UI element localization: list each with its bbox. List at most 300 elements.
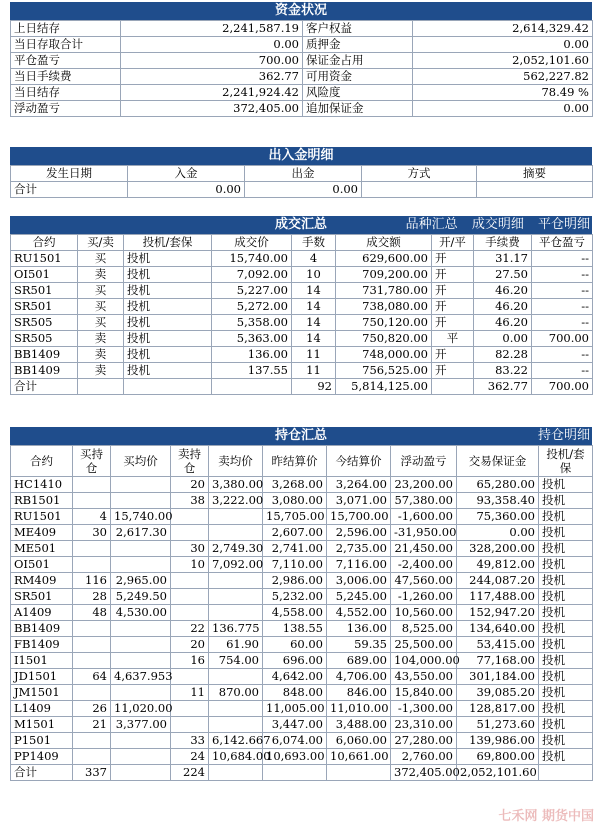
- position-cell: -2,400.00: [391, 557, 457, 573]
- funds-label: 可用资金: [303, 69, 413, 85]
- trade-cell: 82.28: [474, 347, 532, 363]
- position-cell: [111, 493, 171, 509]
- position-cell: [209, 525, 263, 541]
- position-cell: 11,010.00: [327, 701, 391, 717]
- position-cell: 3,447.00: [263, 717, 327, 733]
- position-cell: 4,642.00: [263, 669, 327, 685]
- funds-value: 2,052,101.60: [413, 53, 593, 69]
- position-cell-empty: [263, 765, 327, 781]
- trade-row: [11, 267, 593, 283]
- trade-cell: 46.20: [474, 315, 532, 331]
- position-row: [11, 541, 593, 557]
- trades-links: [396, 216, 590, 234]
- positions-title-bar: [10, 427, 592, 445]
- position-cell: 28: [73, 589, 111, 605]
- position-cell: 投机: [539, 541, 593, 557]
- position-cell-empty: [111, 765, 171, 781]
- position-cell: 51,273.60: [457, 717, 539, 733]
- position-cell: [209, 589, 263, 605]
- position-cell: 48: [73, 605, 111, 621]
- transfers-total-label: 合计: [11, 182, 128, 198]
- trade-cell: 7,092.00: [212, 267, 292, 283]
- positions-header-cell: 卖持仓: [171, 446, 209, 477]
- transfers-header-cell: 方式: [362, 166, 477, 182]
- position-cell: 3,488.00: [327, 717, 391, 733]
- trade-cell: 738,080.00: [336, 299, 432, 315]
- transfers-header-cell: 出金: [245, 166, 362, 182]
- position-cell: 3,380.00: [209, 477, 263, 493]
- positions-total-pnl: 372,405.00: [391, 765, 457, 781]
- trade-cell: SR501: [11, 283, 78, 299]
- position-cell: 7,092.00: [209, 557, 263, 573]
- position-cell: 16: [171, 653, 209, 669]
- funds-value: 372,405.00: [121, 101, 303, 117]
- trade-cell: --: [532, 299, 593, 315]
- trade-cell: 31.17: [474, 251, 532, 267]
- position-cell: 11,020.00: [111, 701, 171, 717]
- positions-header-cell: 投机/套保: [539, 446, 593, 477]
- position-cell: [73, 733, 111, 749]
- trade-cell: 700.00: [532, 331, 593, 347]
- position-cell: PP1409: [11, 749, 73, 765]
- positions-total-buy: 337: [73, 765, 111, 781]
- positions-header-cell: 买均价: [111, 446, 171, 477]
- trade-cell-empty: [78, 379, 124, 395]
- funds-label: 浮动盈亏: [11, 101, 121, 117]
- position-cell: 128,817.00: [457, 701, 539, 717]
- position-cell: 22: [171, 621, 209, 637]
- position-cell: 15,700.00: [327, 509, 391, 525]
- position-cell: 139,986.00: [457, 733, 539, 749]
- position-row: [11, 573, 593, 589]
- trades-header-cell: 开/平: [432, 235, 474, 251]
- transfers-section: [10, 147, 592, 198]
- position-cell: 26: [73, 701, 111, 717]
- funds-label: 客户权益: [303, 21, 413, 37]
- position-cell: [171, 669, 209, 685]
- positions-header-cell: 买持仓: [73, 446, 111, 477]
- position-cell: -31,950.00: [391, 525, 457, 541]
- positions-header-cell: 今结算价: [327, 446, 391, 477]
- position-cell: [73, 493, 111, 509]
- position-cell: [209, 573, 263, 589]
- trade-cell: --: [532, 251, 593, 267]
- transfers-table: [10, 165, 593, 198]
- position-cell: OI501: [11, 557, 73, 573]
- trade-cell: 投机: [124, 331, 212, 347]
- position-cell: 21: [73, 717, 111, 733]
- position-cell: 10: [171, 557, 209, 573]
- position-cell: 3,222.00: [209, 493, 263, 509]
- position-cell: 870.00: [209, 685, 263, 701]
- trade-cell: 14: [292, 315, 336, 331]
- position-cell: 57,380.00: [391, 493, 457, 509]
- trade-cell: 投机: [124, 299, 212, 315]
- position-cell: [171, 605, 209, 621]
- trade-cell: 投机: [124, 347, 212, 363]
- position-cell: 投机: [539, 605, 593, 621]
- funds-row: [11, 101, 593, 117]
- position-cell: 2,760.00: [391, 749, 457, 765]
- position-cell: [73, 621, 111, 637]
- link-trade-detail[interactable]: 成交明细: [471, 217, 524, 232]
- position-cell-empty: [327, 765, 391, 781]
- position-cell: 8,525.00: [391, 621, 457, 637]
- position-cell: 4,530.00: [111, 605, 171, 621]
- funds-row: [11, 37, 593, 53]
- position-cell: [171, 573, 209, 589]
- trade-cell: 开: [432, 267, 474, 283]
- trade-cell: 83.22: [474, 363, 532, 379]
- position-cell-empty: [539, 765, 593, 781]
- funds-value: 562,227.82: [413, 69, 593, 85]
- funds-label: 追加保证金: [303, 101, 413, 117]
- position-cell: 30: [171, 541, 209, 557]
- position-cell: 2,617.30: [111, 525, 171, 541]
- position-cell: [73, 541, 111, 557]
- position-cell: 21,450.00: [391, 541, 457, 557]
- trades-total-label: 合计: [11, 379, 78, 395]
- funds-label: 上日结存: [11, 21, 121, 37]
- position-cell: A1409: [11, 605, 73, 621]
- position-row: [11, 509, 593, 525]
- position-cell: [73, 557, 111, 573]
- position-cell: 投机: [539, 493, 593, 509]
- trade-cell: 136.00: [212, 347, 292, 363]
- funds-row: [11, 85, 593, 101]
- position-cell: 696.00: [263, 653, 327, 669]
- transfers-title: 出入金明细: [10, 147, 592, 165]
- position-cell: 75,360.00: [457, 509, 539, 525]
- position-cell: L1409: [11, 701, 73, 717]
- position-cell: 77,168.00: [457, 653, 539, 669]
- position-cell: 20: [171, 637, 209, 653]
- trade-cell: 137.55: [212, 363, 292, 379]
- position-cell: 5,245.00: [327, 589, 391, 605]
- funds-label: 风险度: [303, 85, 413, 101]
- trade-cell: 开: [432, 251, 474, 267]
- funds-value: 78.49 %: [413, 85, 593, 101]
- position-cell: 38: [171, 493, 209, 509]
- watermark: [498, 805, 594, 824]
- trade-cell: 5,227.00: [212, 283, 292, 299]
- position-cell: 投机: [539, 525, 593, 541]
- trade-cell: --: [532, 267, 593, 283]
- funds-label: 质押金: [303, 37, 413, 53]
- position-row: [11, 717, 593, 733]
- trade-cell: 731,780.00: [336, 283, 432, 299]
- position-cell: 59.35: [327, 637, 391, 653]
- funds-value: 2,614,329.42: [413, 21, 593, 37]
- position-cell: SR501: [11, 589, 73, 605]
- position-cell: 11: [171, 685, 209, 701]
- position-cell: [73, 685, 111, 701]
- trades-header-cell: 买/卖: [78, 235, 124, 251]
- position-cell: 15,740.00: [111, 509, 171, 525]
- position-cell: 689.00: [327, 653, 391, 669]
- positions-header-cell: 浮动盈亏: [391, 446, 457, 477]
- position-cell: [111, 733, 171, 749]
- position-cell: ME409: [11, 525, 73, 541]
- position-row: [11, 589, 593, 605]
- trades-header-cell: 投机/套保: [124, 235, 212, 251]
- position-cell: 301,184.00: [457, 669, 539, 685]
- transfers-header-cell: 发生日期: [11, 166, 128, 182]
- trade-cell: RU1501: [11, 251, 78, 267]
- link-variety-summary[interactable]: 品种汇总: [405, 217, 458, 232]
- position-cell: 138.55: [263, 621, 327, 637]
- position-cell: 69,800.00: [457, 749, 539, 765]
- position-cell: 6,142.667: [209, 733, 263, 749]
- position-cell: 244,087.20: [457, 573, 539, 589]
- position-row: [11, 621, 593, 637]
- trade-cell: 756,525.00: [336, 363, 432, 379]
- position-cell: 53,415.00: [457, 637, 539, 653]
- trade-cell: 5,363.00: [212, 331, 292, 347]
- funds-title: 资金状况: [10, 2, 592, 20]
- trade-cell: 11: [292, 363, 336, 379]
- position-row: [11, 733, 593, 749]
- trade-cell: 46.20: [474, 299, 532, 315]
- trades-table: [10, 234, 593, 395]
- funds-value: 2,241,587.19: [121, 21, 303, 37]
- position-cell: 投机: [539, 749, 593, 765]
- position-cell: 投机: [539, 669, 593, 685]
- trade-cell: 买: [78, 283, 124, 299]
- watermark-text: 七禾网 期货中国: [498, 809, 594, 824]
- transfers-total-method: [362, 182, 477, 198]
- position-cell: [111, 477, 171, 493]
- position-cell: 3,377.00: [111, 717, 171, 733]
- position-cell: 134,640.00: [457, 621, 539, 637]
- trade-row: [11, 299, 593, 315]
- trade-cell: 14: [292, 331, 336, 347]
- position-row: [11, 525, 593, 541]
- trade-cell: 卖: [78, 331, 124, 347]
- position-cell: 47,560.00: [391, 573, 457, 589]
- position-cell: 3,006.00: [327, 573, 391, 589]
- trade-cell: 开: [432, 299, 474, 315]
- position-cell: [209, 717, 263, 733]
- positions-links: [528, 427, 590, 445]
- position-cell: [73, 653, 111, 669]
- position-cell: ME501: [11, 541, 73, 557]
- trade-cell-empty: [432, 379, 474, 395]
- trade-row: [11, 331, 593, 347]
- trade-cell: 投机: [124, 251, 212, 267]
- position-cell: 投机: [539, 573, 593, 589]
- position-cell: [111, 541, 171, 557]
- position-cell: 投机: [539, 621, 593, 637]
- position-cell: 2,749.30: [209, 541, 263, 557]
- position-cell: 投机: [539, 557, 593, 573]
- position-row: [11, 653, 593, 669]
- position-row: [11, 605, 593, 621]
- transfers-header-cell: 入金: [128, 166, 245, 182]
- position-cell: [171, 701, 209, 717]
- position-row: [11, 477, 593, 493]
- position-cell: 2,986.00: [263, 573, 327, 589]
- position-cell: 60.00: [263, 637, 327, 653]
- trade-cell: BB1409: [11, 363, 78, 379]
- trade-cell: 卖: [78, 267, 124, 283]
- position-cell: 93,358.40: [457, 493, 539, 509]
- position-cell: 104,000.00: [391, 653, 457, 669]
- position-cell: P1501: [11, 733, 73, 749]
- trade-cell: 投机: [124, 315, 212, 331]
- position-cell: -1,260.00: [391, 589, 457, 605]
- position-cell: 15,705.00: [263, 509, 327, 525]
- funds-value: 0.00: [121, 37, 303, 53]
- trade-cell: 4: [292, 251, 336, 267]
- position-cell: 3,264.00: [327, 477, 391, 493]
- position-cell: 4: [73, 509, 111, 525]
- trades-header-cell: 成交价: [212, 235, 292, 251]
- position-cell: 4,706.00: [327, 669, 391, 685]
- trade-cell-empty: [212, 379, 292, 395]
- trade-cell: --: [532, 283, 593, 299]
- trade-cell: 开: [432, 347, 474, 363]
- position-cell: 848.00: [263, 685, 327, 701]
- position-cell: 3,071.00: [327, 493, 391, 509]
- funds-value: 0.00: [413, 37, 593, 53]
- position-cell: 2,741.00: [263, 541, 327, 557]
- funds-value: 0.00: [413, 101, 593, 117]
- positions-title: 持仓汇总: [274, 428, 327, 443]
- position-cell: 49,812.00: [457, 557, 539, 573]
- position-cell: 2,607.00: [263, 525, 327, 541]
- position-cell: 4,552.00: [327, 605, 391, 621]
- position-cell: 10,684.00: [209, 749, 263, 765]
- position-cell: 64: [73, 669, 111, 685]
- positions-header-cell: 昨结算价: [263, 446, 327, 477]
- position-row: [11, 557, 593, 573]
- position-cell: 3,268.00: [263, 477, 327, 493]
- position-row: [11, 749, 593, 765]
- position-cell: 投机: [539, 637, 593, 653]
- positions-total-sell: 224: [171, 765, 209, 781]
- position-cell-empty: [209, 765, 263, 781]
- position-row: [11, 669, 593, 685]
- position-cell: [111, 637, 171, 653]
- trade-cell-empty: [124, 379, 212, 395]
- position-cell: -1,300.00: [391, 701, 457, 717]
- position-cell: 15,840.00: [391, 685, 457, 701]
- position-cell: 43,550.00: [391, 669, 457, 685]
- position-cell: 24: [171, 749, 209, 765]
- positions-total-label: 合计: [11, 765, 73, 781]
- position-cell: 7,110.00: [263, 557, 327, 573]
- position-cell: JM1501: [11, 685, 73, 701]
- trade-cell: 开: [432, 363, 474, 379]
- funds-label: 当日手续费: [11, 69, 121, 85]
- trade-cell: 5,272.00: [212, 299, 292, 315]
- trade-cell: 投机: [124, 283, 212, 299]
- position-cell: M1501: [11, 717, 73, 733]
- position-cell: RB1501: [11, 493, 73, 509]
- position-cell: [209, 605, 263, 621]
- trade-cell: 买: [78, 251, 124, 267]
- trade-row: [11, 251, 593, 267]
- positions-header-cell: 卖均价: [209, 446, 263, 477]
- position-cell: RU1501: [11, 509, 73, 525]
- trades-total-amount: 5,814,125.00: [336, 379, 432, 395]
- position-cell: 投机: [539, 733, 593, 749]
- trades-header-row: [11, 235, 593, 251]
- transfers-header-row: [11, 166, 593, 182]
- trade-cell: 10: [292, 267, 336, 283]
- position-cell: 5,232.00: [263, 589, 327, 605]
- trades-total-pnl: 700.00: [532, 379, 593, 395]
- trade-cell: 750,820.00: [336, 331, 432, 347]
- trades-total-fee: 362.77: [474, 379, 532, 395]
- trade-cell: 629,600.00: [336, 251, 432, 267]
- position-cell: 2,596.00: [327, 525, 391, 541]
- trades-title-bar: [10, 216, 592, 234]
- position-cell: [171, 525, 209, 541]
- trades-total-lots: 92: [292, 379, 336, 395]
- position-cell: 10,661.00: [327, 749, 391, 765]
- position-cell: 136.775: [209, 621, 263, 637]
- funds-label: 当日结存: [11, 85, 121, 101]
- trade-cell: 开: [432, 315, 474, 331]
- position-cell: 投机: [539, 589, 593, 605]
- trade-cell: 平: [432, 331, 474, 347]
- position-cell: 3,080.00: [263, 493, 327, 509]
- position-cell: 846.00: [327, 685, 391, 701]
- funds-label: 平仓盈亏: [11, 53, 121, 69]
- trade-row: [11, 315, 593, 331]
- position-cell: 0.00: [457, 525, 539, 541]
- trade-row: [11, 363, 593, 379]
- funds-row: [11, 53, 593, 69]
- position-cell: [171, 509, 209, 525]
- trade-cell: SR505: [11, 315, 78, 331]
- funds-value: 700.00: [121, 53, 303, 69]
- link-close-detail[interactable]: 平仓明细: [537, 217, 590, 232]
- positions-header-row: [11, 446, 593, 477]
- funds-row: [11, 69, 593, 85]
- position-cell: 6,074.00: [263, 733, 327, 749]
- trade-cell: 14: [292, 299, 336, 315]
- position-cell: 116: [73, 573, 111, 589]
- position-cell: -1,600.00: [391, 509, 457, 525]
- trade-cell: 买: [78, 299, 124, 315]
- trade-cell: 750,120.00: [336, 315, 432, 331]
- funds-row: [11, 21, 593, 37]
- position-cell: 2,965.00: [111, 573, 171, 589]
- position-cell: 7,116.00: [327, 557, 391, 573]
- trade-cell: 14: [292, 283, 336, 299]
- trade-cell: 709,200.00: [336, 267, 432, 283]
- position-cell: [111, 557, 171, 573]
- link-position-detail[interactable]: 持仓明细: [537, 428, 590, 443]
- position-cell: [209, 669, 263, 685]
- positions-section: [10, 427, 592, 781]
- position-cell: FB1409: [11, 637, 73, 653]
- position-cell: 2,735.00: [327, 541, 391, 557]
- trade-cell: 投机: [124, 267, 212, 283]
- trade-cell: 5,358.00: [212, 315, 292, 331]
- position-cell: 10,693.00: [263, 749, 327, 765]
- funds-value: 2,241,924.42: [121, 85, 303, 101]
- trade-cell: 46.20: [474, 283, 532, 299]
- position-cell: 33: [171, 733, 209, 749]
- funds-label: 保证金占用: [303, 53, 413, 69]
- trade-cell: SR505: [11, 331, 78, 347]
- position-cell: 23,310.00: [391, 717, 457, 733]
- position-cell: 39,085.20: [457, 685, 539, 701]
